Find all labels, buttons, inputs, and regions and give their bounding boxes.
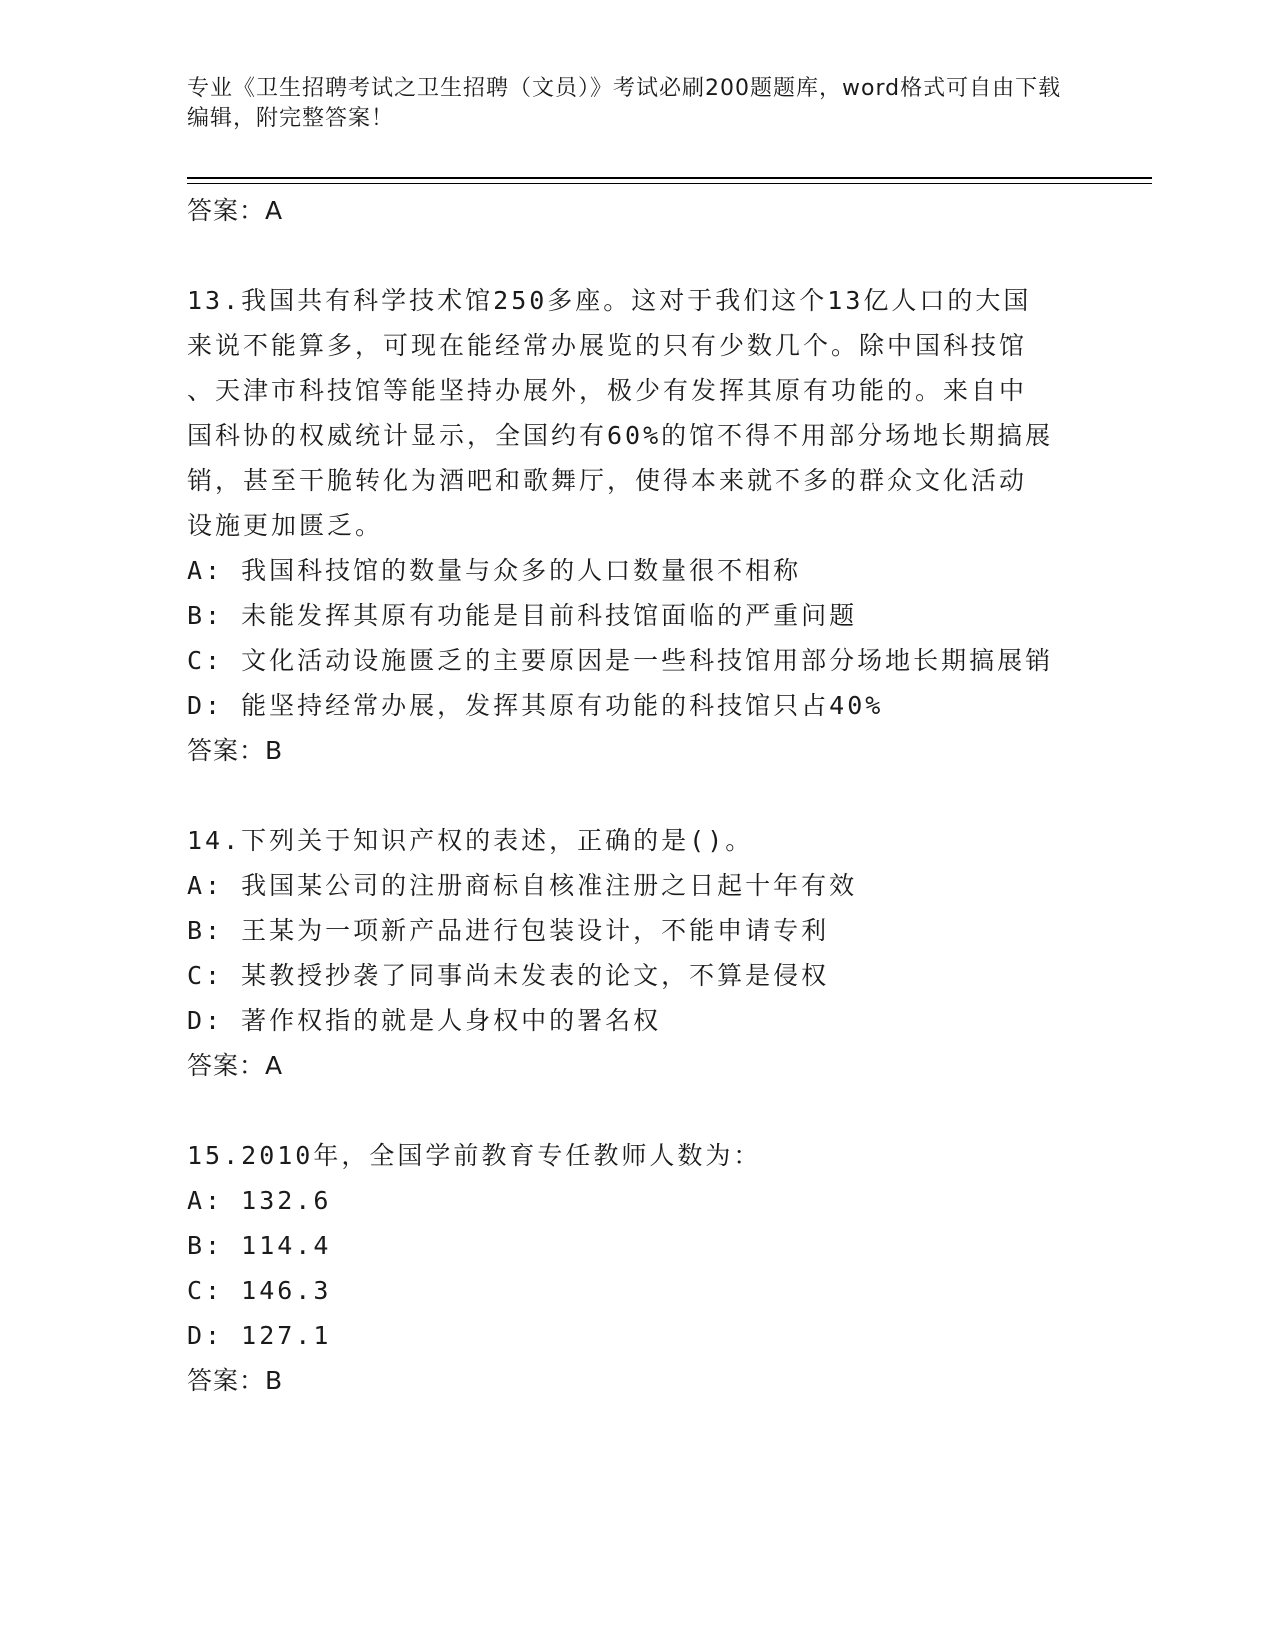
question-answer: 答案：B — [187, 736, 284, 765]
option-d: D: 能坚持经常办展，发挥其原有功能的科技馆只占40% — [187, 691, 884, 720]
stem-line: 设施更加匮乏。 — [187, 511, 384, 540]
header-rule-thin — [187, 183, 1152, 184]
stem-line: 15.2010年，全国学前教育专任教师人数为： — [187, 1141, 762, 1170]
header-rule-thick — [187, 177, 1152, 179]
spacer — [187, 1088, 1087, 1133]
stem-line: 销，甚至干脆转化为酒吧和歌舞厅，使得本来就不多的群众文化活动 — [187, 466, 1028, 495]
option-a: A: 我国科技馆的数量与众多的人口数量很不相称 — [187, 556, 802, 585]
option-d: D: 著作权指的就是人身权中的署名权 — [187, 1006, 662, 1035]
stem-line: 来说不能算多，可现在能经常办展览的只有少数几个。除中国科技馆 — [187, 331, 1028, 360]
question-13 — [187, 278, 1087, 773]
stem-line: 、天津市科技馆等能坚持办展外，极少有发挥其原有功能的。来自中 — [187, 376, 1028, 405]
page-header: 专业《卫生招聘考试之卫生招聘（文员）》考试必刷200题题库，word格式可自由下载编辑，附完整答案！ — [187, 76, 1062, 131]
option-b: B: 未能发挥其原有功能是目前科技馆面临的严重问题 — [187, 601, 858, 630]
question-answer: 答案：A — [187, 1051, 284, 1080]
question-list — [187, 188, 1087, 1403]
question-stem — [187, 818, 1087, 863]
stem-line: 国科协的权威统计显示，全国约有60%的馆不得不用部分场地长期搞展 — [187, 421, 1054, 450]
question-14 — [187, 818, 1087, 1088]
option-d: D: 127.1 — [187, 1321, 332, 1350]
question-stem — [187, 278, 1087, 548]
previous-answer: 答案：A — [187, 196, 284, 225]
stem-line: 14.下列关于知识产权的表述，正确的是()。 — [187, 826, 754, 855]
option-a: A: 我国某公司的注册商标自核准注册之日起十年有效 — [187, 871, 858, 900]
stem-line: 13.我国共有科学技术馆250多座。这对于我们这个13亿人口的大国 — [187, 286, 1032, 315]
option-c: C: 146.3 — [187, 1276, 332, 1305]
question-15 — [187, 1133, 1087, 1403]
question-stem — [187, 1133, 1087, 1178]
spacer — [187, 773, 1087, 818]
option-b: B: 王某为一项新产品进行包装设计，不能申请专利 — [187, 916, 830, 945]
question-answer: 答案：B — [187, 1366, 284, 1395]
option-a: A: 132.6 — [187, 1186, 332, 1215]
option-c: C: 文化活动设施匮乏的主要原因是一些科技馆用部分场地长期搞展销 — [187, 646, 1054, 675]
spacer — [187, 233, 1087, 278]
option-b: B: 114.4 — [187, 1231, 332, 1260]
option-c: C: 某教授抄袭了同事尚未发表的论文，不算是侵权 — [187, 961, 830, 990]
